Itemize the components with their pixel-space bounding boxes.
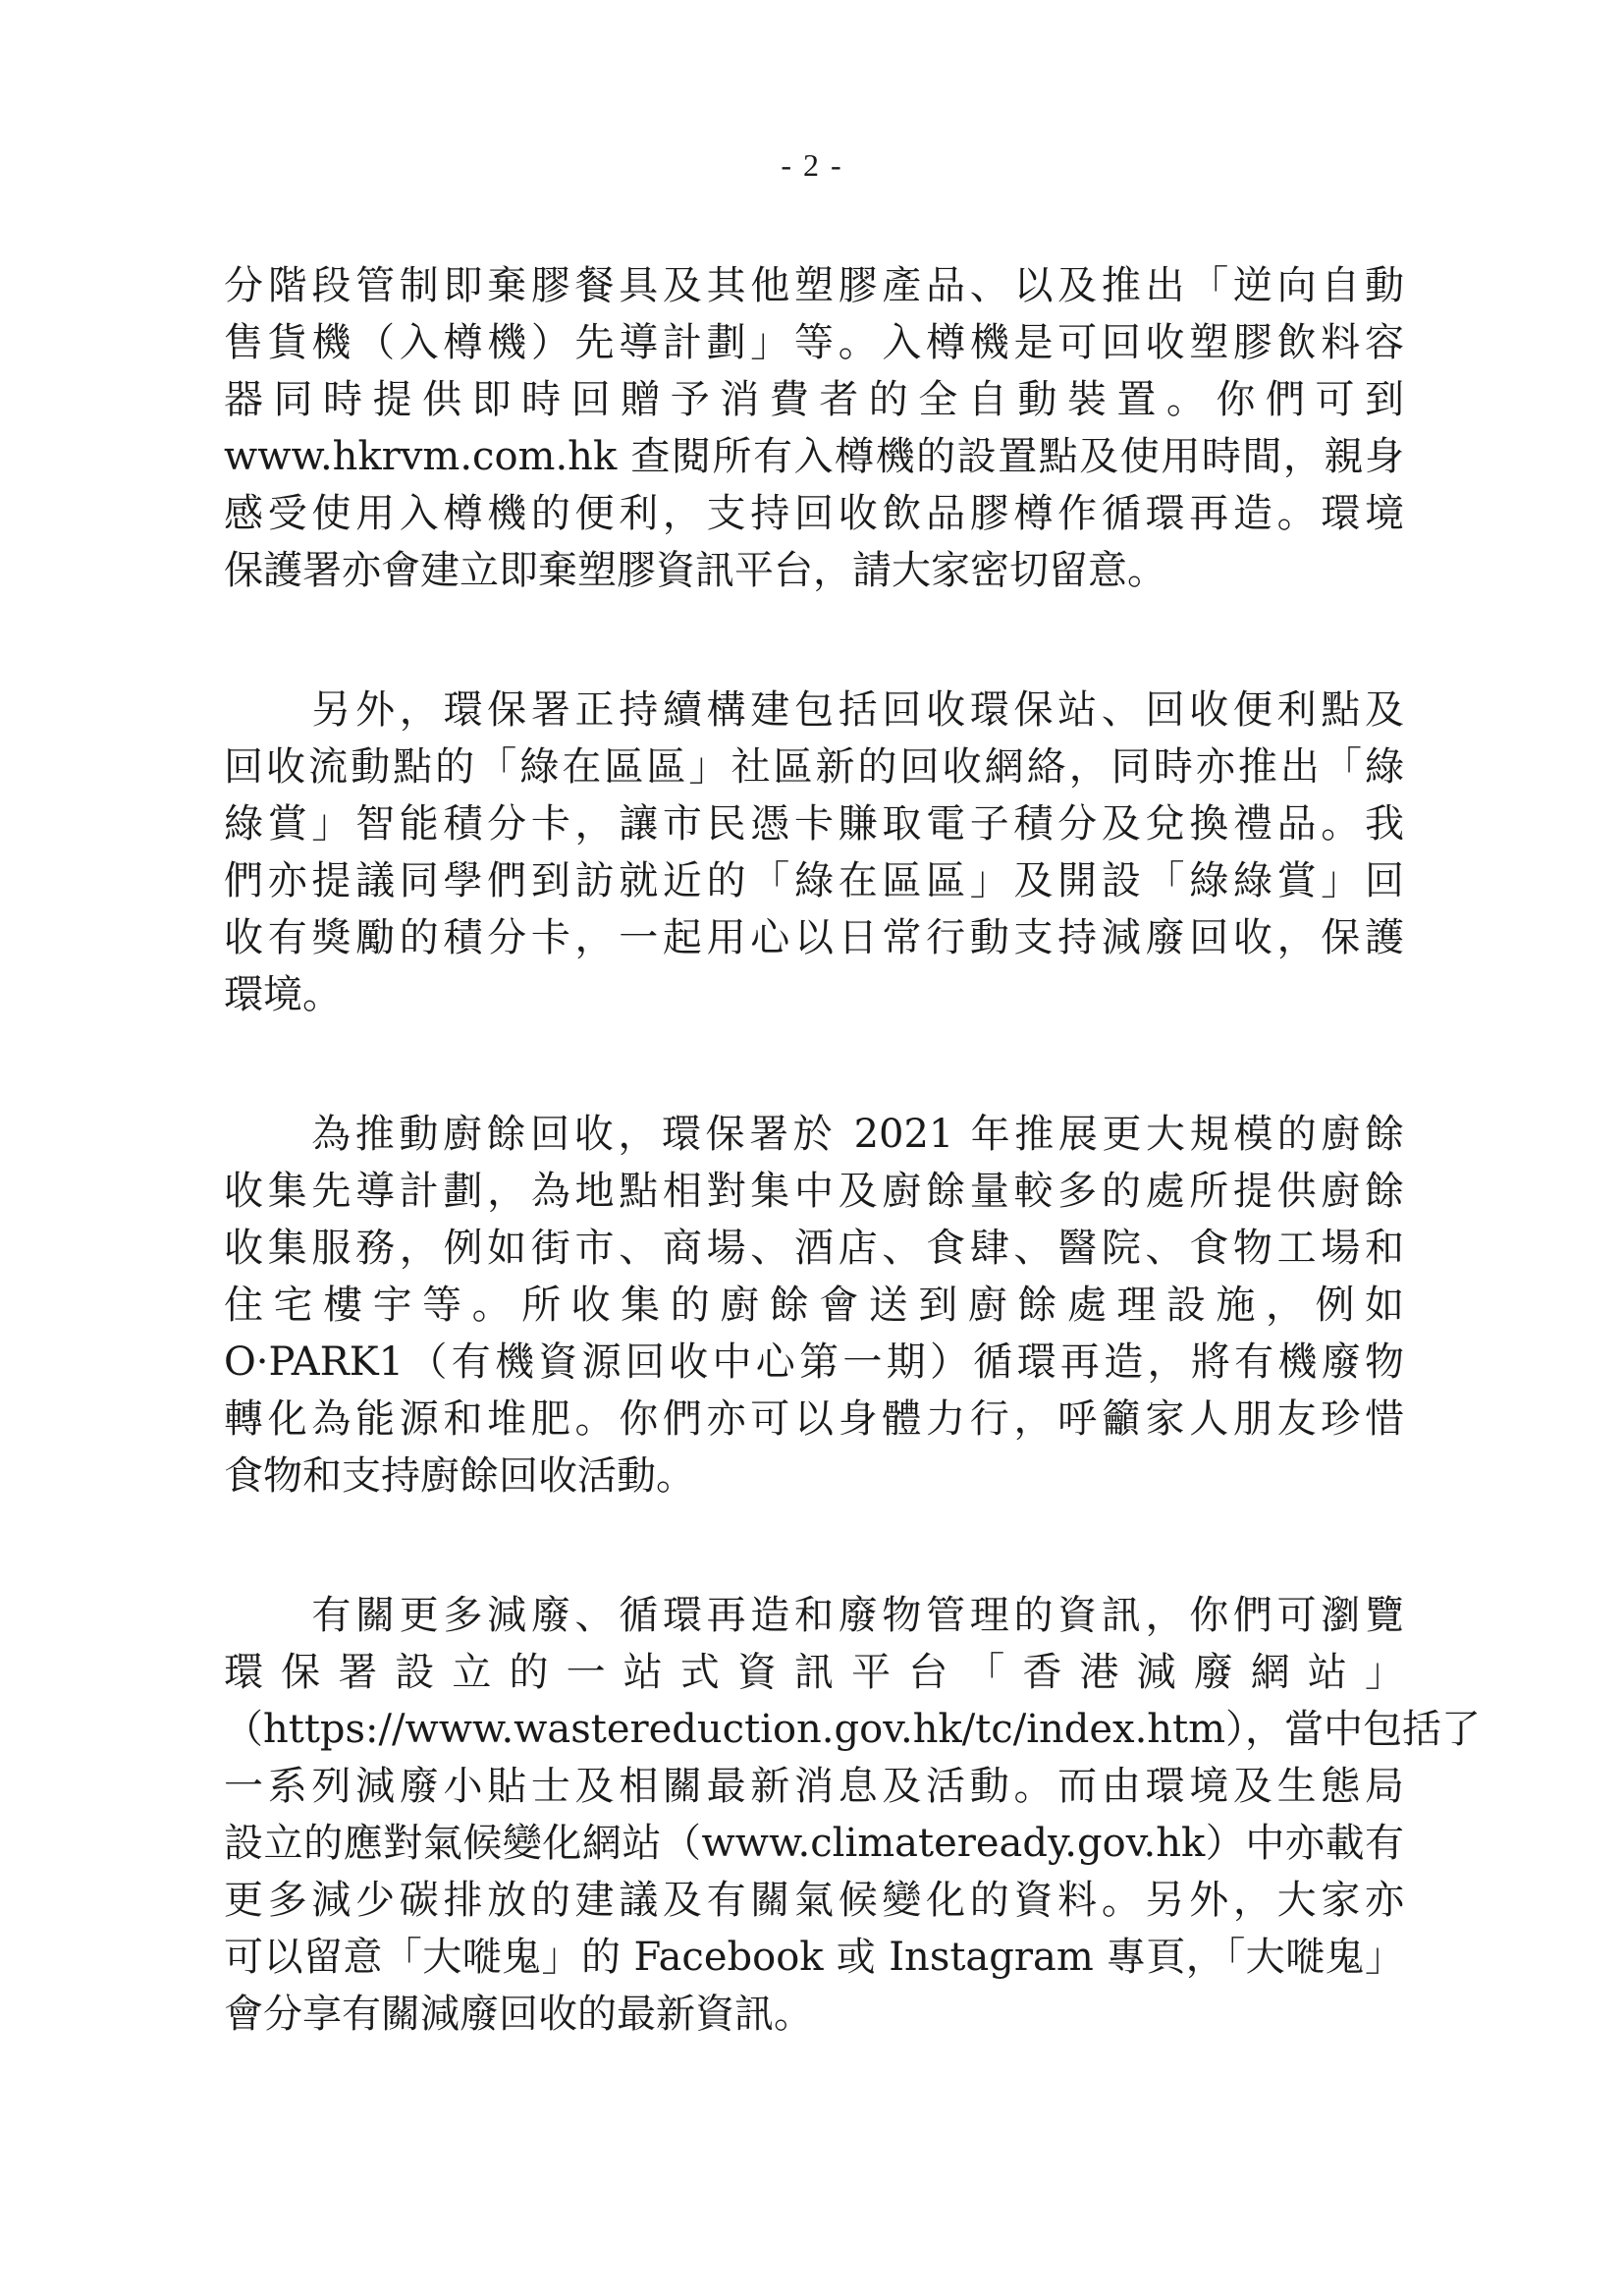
paragraph-more-info: [224, 1587, 1482, 2043]
text-line: 分階段管制即棄膠餐具及其他塑膠產品、以及推出「逆向自動: [224, 263, 1404, 308]
text-line: 環境。: [224, 972, 342, 1017]
text-line: 感受使用入樽機的便利，支持回收飲品膠樽作循環再造。環境: [224, 491, 1404, 536]
text-line: 另外，環保署正持續構建包括回收環保站、回收便利點及: [224, 687, 1404, 733]
text-line: 回收流動點的「綠在區區」社區新的回收網絡，同時亦推出「綠: [224, 744, 1404, 790]
text-line: 住宅樓宇等。所收集的廚餘會送到廚餘處理設施，例如: [224, 1283, 1404, 1328]
text-line: www.hkrvm.com.hk 查閱所有入樽機的設置點及使用時間，親身: [224, 434, 1404, 479]
paragraph-food-waste: [224, 1106, 1404, 1504]
text-line: 器同時提供即時回贈予消費者的全自動裝置。你們可到: [224, 377, 1404, 422]
text-line: 售貨機（入樽機）先導計劃」等。入樽機是可回收塑膠飲料容: [224, 320, 1404, 365]
text-line: 轉化為能源和堆肥。你們亦可以身體力行，呼籲家人朋友珍惜: [224, 1396, 1404, 1442]
text-line: 收有獎勵的積分卡，一起用心以日常行動支持減廢回收，保護: [224, 915, 1404, 960]
text-line: 更多減少碳排放的建議及有關氣候變化的資料。另外，大家亦: [224, 1878, 1404, 1923]
letter-body: [224, 257, 1482, 2125]
text-line: 收集先導計劃，為地點相對集中及廚餘量較多的處所提供廚餘: [224, 1169, 1404, 1214]
text-line: 綠賞」智能積分卡，讓市民憑卡賺取電子積分及兌換禮品。我: [224, 801, 1404, 847]
text-line: 收集服務，例如街市、商場、酒店、食肆、醫院、食物工場和: [224, 1226, 1404, 1271]
text-line: 保護署亦會建立即棄塑膠資訊平台，請大家密切留意。: [224, 548, 1166, 593]
text-line: 環保署設立的一站式資訊平台「香港減廢網站」: [224, 1650, 1404, 1695]
text-line: 可以留意「大嘥鬼」的 Facebook 或 Instagram 專頁，「大嘥鬼」: [224, 1935, 1404, 1980]
paragraph-recycling-network: [224, 682, 1404, 1023]
paragraph-plastics: [224, 257, 1404, 599]
text-line: 為推動廚餘回收，環保署於 2021 年推展更大規模的廚餘: [224, 1112, 1404, 1157]
text-line: 們亦提議同學們到訪就近的「綠在區區」及開設「綠綠賞」回: [224, 858, 1404, 903]
text-line: 一系列減廢小貼士及相關最新消息及活動。而由環境及生態局: [224, 1764, 1404, 1809]
text-line: 設立的應對氣候變化網站（www.climateready.gov.hk）中亦載有: [224, 1821, 1404, 1866]
text-line: 有關更多減廢、循環再造和廢物管理的資訊，你們可瀏覽: [224, 1593, 1404, 1638]
text-line: O·PARK1（有機資源回收中心第一期）循環再造，將有機廢物: [224, 1339, 1404, 1385]
text-line: 食物和支持廚餘回收活動。: [224, 1453, 695, 1499]
page-number: - 2 -: [781, 147, 843, 183]
text-line: （https://www.wastereduction.gov.hk/tc/index.htm），當中包括了: [224, 1707, 1482, 1752]
text-line: 會分享有關減廢回收的最新資訊。: [224, 1992, 813, 2037]
